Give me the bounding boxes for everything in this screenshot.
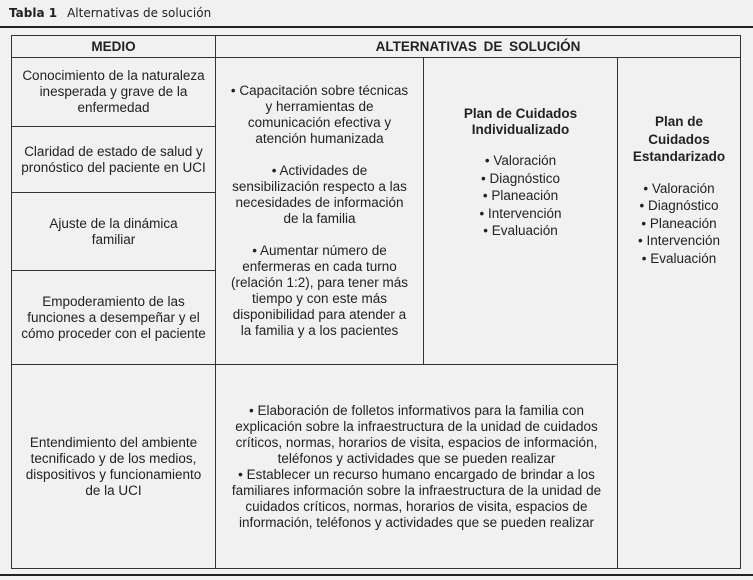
plan-estandarizado-title: Plan de Cuidados Estandarizado bbox=[632, 114, 726, 164]
list-item: • Diagnóstico bbox=[639, 198, 719, 213]
list-item: • Valoración bbox=[484, 153, 557, 169]
list-item: • Planeación bbox=[641, 215, 717, 231]
bullet-icon: • bbox=[238, 466, 243, 482]
medio-cell-2: Claridad de estado de salud y pronóstico del paciente en UCI bbox=[12, 127, 216, 193]
table-number: Tabla 1 bbox=[9, 6, 58, 20]
medio-cell-4: Empoderamiento de las funciones a desempeñar y el cómo proceder con el paciente bbox=[12, 271, 216, 365]
list-item: • Intervención bbox=[479, 205, 562, 221]
alternativas-uci-list bbox=[224, 403, 609, 531]
alternativas-familia-cell bbox=[216, 58, 424, 365]
plan-individualizado-cell bbox=[424, 58, 618, 365]
header-alternativas: ALTERNATIVAS DE SOLUCIÓN bbox=[216, 36, 741, 58]
alternativas-familia-list bbox=[230, 83, 409, 339]
bullet-icon: • bbox=[249, 402, 254, 418]
medio-cell-5: Entendimiento del ambiente tecnificado y de los medios, dispositivos y funcionamiento de la UCI bbox=[12, 365, 216, 569]
list-item: • Evaluación bbox=[483, 223, 558, 239]
list-item: • Capacitación sobre técnicas y herramientas de comunicación efectiva y atención humanizada bbox=[230, 83, 409, 146]
plan-estandarizado-cell bbox=[618, 58, 741, 569]
list-item: • Aumentar número de enfermeras en cada turno (relación 1:2), para tener más tiempo y con este más disponibilidad para atender a la familia y a los pacientes bbox=[230, 243, 409, 338]
table-title: Alternativas de solución bbox=[67, 6, 212, 20]
header-medio: MEDIO bbox=[12, 36, 216, 58]
alternatives-table bbox=[11, 35, 741, 569]
list-item: • Valoración bbox=[643, 180, 715, 196]
list-item: • Establecer un recurso humano encargado de brindar a los familiares información sobre la infraestructura de la unidad de cuidados críticos, normas, horarios de visita, espacios de información, teléfonos y actividades que se pueden realizar bbox=[231, 466, 602, 530]
list-item: • Planeación bbox=[482, 188, 559, 204]
bullet-icon: • bbox=[271, 163, 277, 178]
plan-individualizado-steps bbox=[430, 152, 611, 240]
list-item: • Elaboración de folletos informativos para la familia con explicación sobre la infraestructura de la unidad de cuidados críticos, normas, horarios de visita, espacios de información, teléfonos y actividades que se pueden realizar bbox=[235, 402, 598, 466]
plan-individualizado-title: Plan de Cuidados Individualizado bbox=[463, 106, 578, 138]
list-item: • Intervención bbox=[637, 233, 721, 248]
plan-estandarizado-steps bbox=[624, 180, 734, 268]
bullet-icon: • bbox=[252, 243, 257, 258]
table-caption bbox=[9, 6, 211, 20]
alternativas-uci-cell bbox=[216, 365, 618, 569]
bottom-rule bbox=[0, 574, 753, 576]
bullet-icon: • bbox=[230, 83, 236, 98]
medio-cell-1: Conocimiento de la naturaleza inesperada y grave de la enfermedad bbox=[12, 58, 216, 127]
list-item: • Diagnóstico bbox=[480, 170, 561, 186]
medio-cell-3: Ajuste de la dinámica familiar bbox=[12, 193, 216, 271]
list-item: • Evaluación bbox=[641, 250, 717, 266]
top-rule bbox=[0, 26, 753, 28]
list-item: • Actividades de sensibilización respecto a las necesidades de información de la familia bbox=[232, 163, 407, 226]
